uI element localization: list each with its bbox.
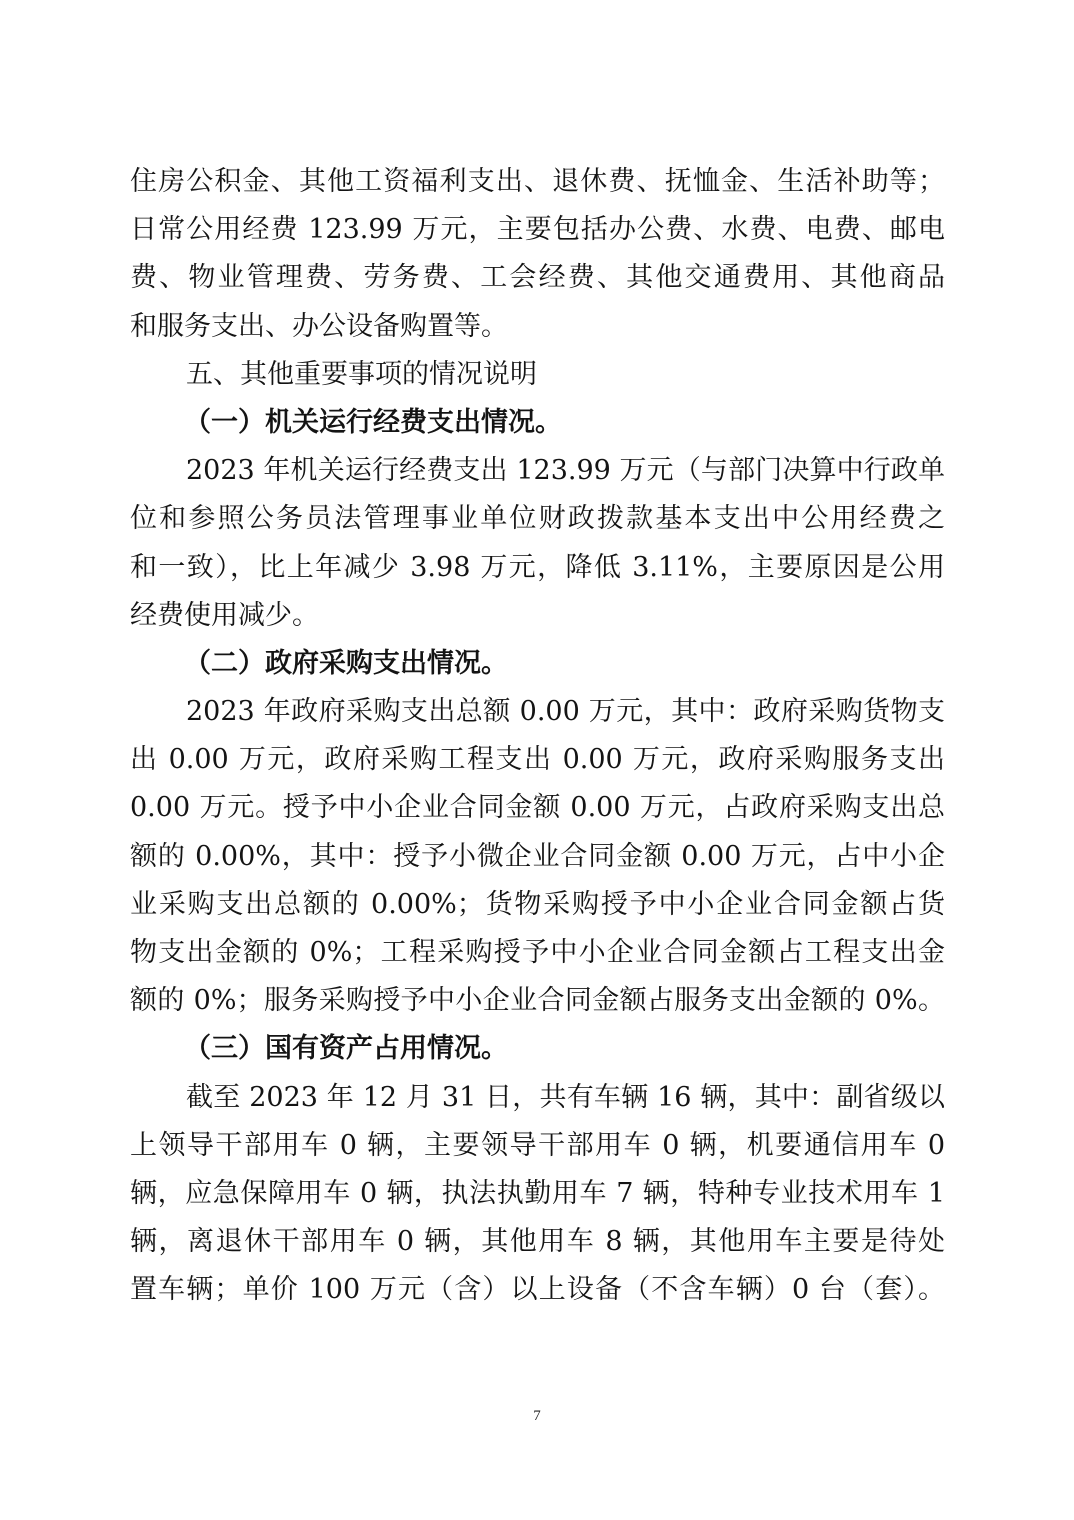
paragraph-line: 费、物业管理费、劳务费、工会经费、其他交通费用、其他商品 [130, 262, 945, 294]
paragraph-line: 和服务支出、办公设备购置等。 [130, 310, 508, 342]
section-heading: 五、其他重要事项的情况说明 [186, 358, 537, 390]
page-number: 7 [533, 1408, 541, 1424]
paragraph-line: 住房公积金、其他工资福利支出、退休费、抚恤金、生活补助等； [130, 166, 945, 197]
subsection-heading: （二）政府采购支出情况。 [184, 647, 508, 679]
paragraph-line: 辆，离退休干部用车 0 辆，其他用车 8 辆，其他用车主要是待处 [130, 1226, 945, 1258]
paragraph-line: 经费使用减少。 [130, 599, 319, 631]
subsection-heading: （一）机关运行经费支出情况。 [184, 406, 562, 438]
subsection-heading: （三）国有资产占用情况。 [184, 1033, 508, 1065]
paragraph-line: 2023 年机关运行经费支出 123.99 万元（与部门决算中行政单 [186, 455, 945, 487]
paragraph-line: 0.00 万元。授予中小企业合同金额 0.00 万元，占政府采购支出总 [130, 792, 945, 824]
paragraph-line: 截至 2023 年 12 月 31 日，共有车辆 16 辆，其中：副省级以 [186, 1081, 945, 1113]
paragraph-line: 物支出金额的 0%；工程采购授予中小企业合同金额占工程支出金 [130, 937, 945, 968]
paragraph-line: 上领导干部用车 0 辆，主要领导干部用车 0 辆，机要通信用车 0 [130, 1129, 945, 1161]
paragraph-line: 位和参照公务员法管理事业单位财政拨款基本支出中公用经费之 [130, 503, 945, 535]
paragraph-line: 出 0.00 万元，政府采购工程支出 0.00 万元，政府采购服务支出 [130, 744, 945, 776]
paragraph-line: 日常公用经费 123.99 万元，主要包括办公费、水费、电费、邮电 [130, 214, 945, 246]
paragraph-line: 2023 年政府采购支出总额 0.00 万元，其中：政府采购货物支 [186, 696, 945, 728]
paragraph-line: 额的 0.00%，其中：授予小微企业合同金额 0.00 万元，占中小企 [130, 840, 945, 872]
paragraph-line: 辆，应急保障用车 0 辆，执法执勤用车 7 辆，特种专业技术用车 1 [130, 1177, 945, 1209]
document-body [130, 158, 945, 1315]
paragraph-line: 置车辆；单价 100 万元（含）以上设备（不含车辆）0 台（套）。 [130, 1274, 945, 1306]
paragraph-line: 业采购支出总额的 0.00%；货物采购授予中小企业合同金额占货 [130, 888, 945, 920]
paragraph-line: 和一致），比上年减少 3.98 万元，降低 3.11%，主要原因是公用 [130, 551, 945, 583]
paragraph-line: 额的 0%；服务采购授予中小企业合同金额占服务支出金额的 0%。 [130, 985, 945, 1017]
